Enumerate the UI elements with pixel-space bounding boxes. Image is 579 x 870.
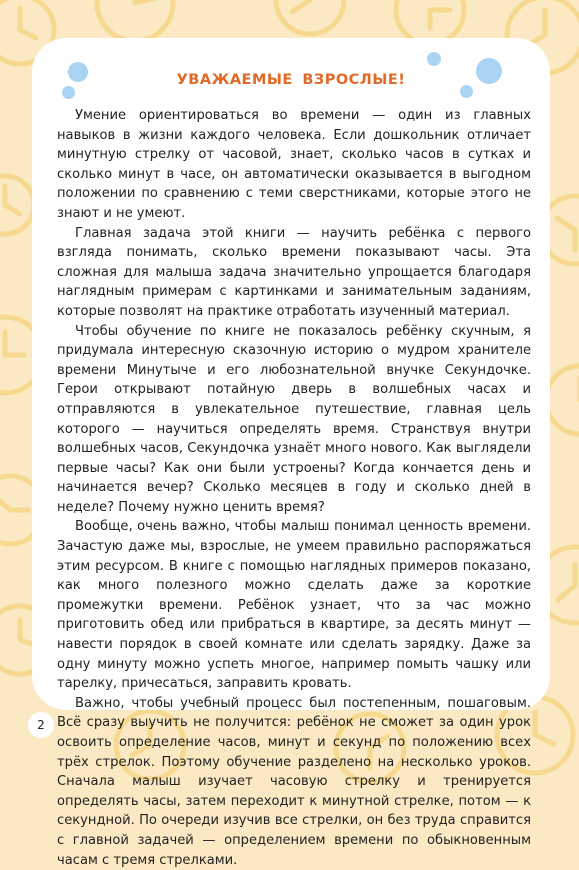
page-title: УВАЖАЕМЫЕ ВЗРОСЛЫЕ! [176, 72, 406, 88]
paragraph: Чтобы обучение по книге не показалось ребёнку скучным, я придумала интересную сказочную историю о мудром хранителе времени Минутыче и его любознательной внучке Секундочке. Герои открывают потайную дверь в волшебных часах и отправляются в увлекательное путешествие, главная цель которого — научиться определять время. Странствуя внутри волшебных часов, Секундочка узнаёт много нового. Как выглядели первые часы? Как они были устроены? Когда кончается день и начинается вечер? Сколько месяцев в году и сколько дней в неделе? Почему нужно ценить время? [57, 323, 531, 515]
paragraph: Умение ориентироваться во времени — один из главных навыков в жизни каждого человека. Если дошкольник отличает минутную стрелку от часовой, знает, сколько часов в сутках и сколько минут в часе, он автоматически оказывается в выгодном положении по сравнению с теми сверстниками, которые этого не знают и не умеют. [57, 108, 531, 221]
bubble-decoration [427, 52, 441, 66]
page-number: 2 [28, 712, 54, 738]
paragraph: Вообще, очень важно, чтобы малыш понимал ценность времени. Зачастую даже мы, взрослые, не умеем правильно распоряжаться этим ресурсом. В книге с помощью наглядных примеров показано, как много полезного можно сделать даже за короткие промежутки времени. Ребёнок узнает, что за час можно приготовить обед или прибраться в квартире, за десять минут — навести порядок в своей комнате или сделать зарядку. Даже за одну минуту можно успеть многое, например помыть чашку или тарелку, причесаться, заправить кровать. [57, 519, 531, 692]
paragraph: Важно, чтобы учебный процесс был постепенным, пошаговым. Всё сразу выучить не получится: ребёнок не сможет за один урок освоить определение часов, минут и секунд по положению всех трёх стрелок. Поэтому обучение разделено на несколько уроков. Сначала малыш изучает часовую стрелку и тренируется определять часы, затем переходит к минутной стрелке, потом — к секундной. По очереди изучив все стрелки, он без труда справится с главной задачей — определением времени по обыкновенным часам с тремя стрелками. [57, 695, 531, 868]
clock-icon [270, 0, 350, 40]
paragraph: Главная задача этой книги — научить ребёнка с первого взгляда понимать, сколько времени показывают часы. Эта сложная для малыша задача значительно упрощается благодаря наглядным примерам с картинками и занимательным заданиям, которые позволят на практике отработать изученный материал. [57, 225, 531, 319]
body-text [57, 106, 531, 870]
